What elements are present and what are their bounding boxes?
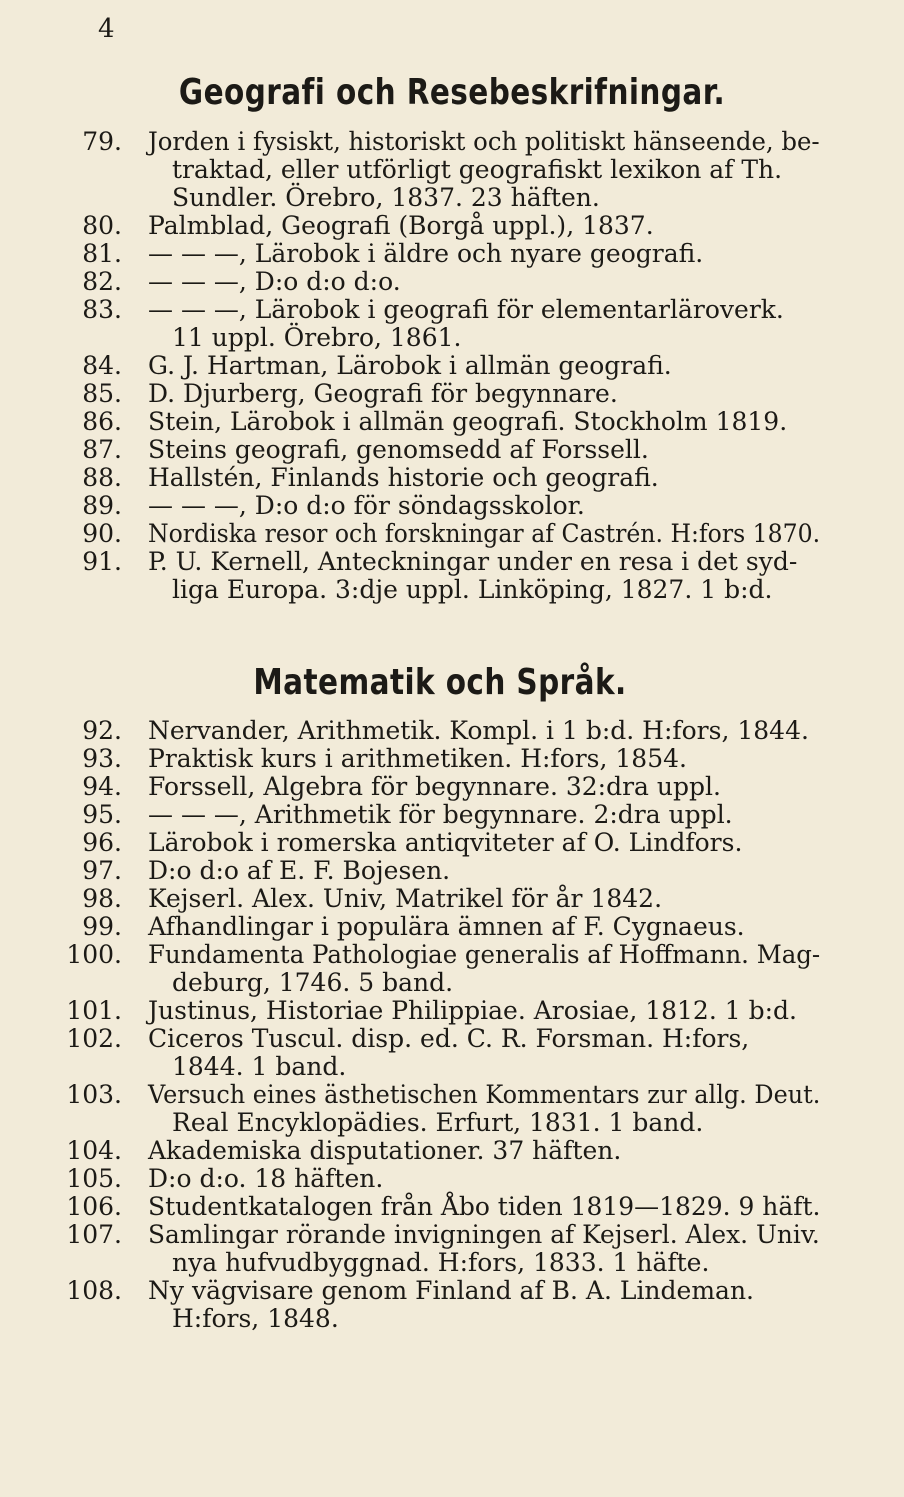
catalog-entry xyxy=(0,408,904,436)
entry-number: 99. xyxy=(82,912,122,941)
entry-number: 87. xyxy=(82,435,122,464)
entry-text: P. U. Kernell, Anteckningar under en resa i det syd- xyxy=(148,547,798,576)
catalog-entry xyxy=(0,436,904,464)
entry-number: 101. xyxy=(66,996,122,1025)
catalog-entry xyxy=(0,717,904,745)
entry-number: 106. xyxy=(66,1192,122,1221)
catalog-entry xyxy=(0,128,904,212)
entry-number: 100. xyxy=(66,940,122,969)
entry-text: Versuch eines ästhetischen Kommentars zur allg. Deut. xyxy=(148,1080,821,1109)
entry-number: 85. xyxy=(82,379,122,408)
catalog-entry xyxy=(0,801,904,829)
entry-number: 88. xyxy=(82,463,122,492)
catalog-entry xyxy=(0,773,904,801)
catalog-entry xyxy=(0,1165,904,1193)
entry-text: Jorden i fysiskt, historiskt och politiskt hänseende, be- xyxy=(148,127,820,156)
entry-text-continuation: deburg, 1746. 5 band. xyxy=(172,968,454,997)
entry-text: G. J. Hartman, Lärobok i allmän geografi. xyxy=(148,351,672,380)
entry-number: 80. xyxy=(82,211,122,240)
entry-number: 89. xyxy=(82,491,122,520)
entry-number: 92. xyxy=(82,716,122,745)
catalog-entry xyxy=(0,829,904,857)
catalog-entry xyxy=(0,885,904,913)
entry-text: — — —, D:o d:o d:o. xyxy=(148,267,401,296)
entry-text: D:o d:o. 18 häften. xyxy=(148,1164,384,1193)
entry-text-continuation: Sundler. Örebro, 1837. 23 häften. xyxy=(172,183,600,212)
catalog-entry xyxy=(0,212,904,240)
catalog-entry xyxy=(0,1137,904,1165)
entry-number: 84. xyxy=(82,351,122,380)
entry-text-continuation: 1844. 1 band. xyxy=(172,1052,347,1081)
entry-text: Forssell, Algebra för begynnare. 32:dra uppl. xyxy=(148,772,721,801)
entry-list-geografi xyxy=(0,128,904,604)
entry-number: 102. xyxy=(66,1024,122,1053)
catalog-entry xyxy=(0,240,904,268)
entry-text: Studentkatalogen från Åbo tiden 1819—1829. 9 häft. xyxy=(148,1192,821,1221)
entry-number: 86. xyxy=(82,407,122,436)
entry-text: D. Djurberg, Geografi för begynnare. xyxy=(148,379,618,408)
catalog-entry xyxy=(0,913,904,941)
entry-text: — — —, Lärobok i geografi för elementarläroverk. xyxy=(148,295,784,324)
entry-text: Fundamenta Pathologiae generalis af Hoffmann. Mag- xyxy=(148,940,821,969)
catalog-entry xyxy=(0,520,904,548)
entry-text-continuation: 11 uppl. Örebro, 1861. xyxy=(172,323,462,352)
catalog-entry xyxy=(0,268,904,296)
entry-text-continuation: liga Europa. 3:dje uppl. Linköping, 1827. 1 b:d. xyxy=(172,575,773,604)
entry-number: 105. xyxy=(66,1164,122,1193)
entry-text: Akademiska disputationer. 37 häften. xyxy=(148,1136,622,1165)
page-number: 4 xyxy=(98,14,115,44)
entry-number: 95. xyxy=(82,800,122,829)
entry-text: Samlingar rörande invigningen af Kejserl. Alex. Univ. xyxy=(148,1220,820,1249)
entry-number: 97. xyxy=(82,856,122,885)
catalog-entry xyxy=(0,1221,904,1277)
catalog-entry xyxy=(0,745,904,773)
entry-number: 93. xyxy=(82,744,122,773)
catalog-entry xyxy=(0,380,904,408)
catalog-entry xyxy=(0,857,904,885)
entry-text: Afhandlingar i populära ämnen af F. Cygnaeus. xyxy=(148,912,745,941)
entry-number: 103. xyxy=(66,1080,122,1109)
entry-number: 79. xyxy=(82,127,122,156)
entry-number: 83. xyxy=(82,295,122,324)
entry-text: — — —, Arithmetik för begynnare. 2:dra uppl. xyxy=(148,800,733,829)
catalog-entry xyxy=(0,941,904,997)
entry-text: — — —, D:o d:o för söndagsskolor. xyxy=(148,491,585,520)
entry-number: 108. xyxy=(66,1276,122,1305)
entry-text-continuation: nya hufvudbyggnad. H:fors, 1833. 1 häfte. xyxy=(172,1248,710,1277)
entry-number: 91. xyxy=(82,547,122,576)
entry-text: Justinus, Historiae Philippiae. Arosiae, 1812. 1 b:d. xyxy=(148,996,797,1025)
catalog-entry xyxy=(0,1193,904,1221)
entry-number: 90. xyxy=(82,519,122,548)
section-heading-matematik: Matematik och Språk. xyxy=(253,662,627,703)
catalog-entry xyxy=(0,997,904,1025)
catalog-entry xyxy=(0,352,904,380)
catalog-entry xyxy=(0,464,904,492)
catalog-entry xyxy=(0,492,904,520)
catalog-entry xyxy=(0,1081,904,1137)
entry-text: Nordiska resor och forskningar af Castrén. H:fors 1870. xyxy=(148,519,821,548)
entry-text: Ciceros Tuscul. disp. ed. C. R. Forsman. H:fors, xyxy=(148,1024,750,1053)
entry-text-continuation: H:fors, 1848. xyxy=(172,1304,339,1333)
entry-text-continuation: traktad, eller utförligt geografiskt lexikon af Th. xyxy=(172,155,783,184)
entry-list-matematik xyxy=(0,717,904,1333)
entry-text: Steins geografi, genomsedd af Forssell. xyxy=(148,435,649,464)
entry-text-continuation: Real Encyklopädies. Erfurt, 1831. 1 band. xyxy=(172,1108,704,1137)
entry-text: Palmblad, Geografi (Borgå uppl.), 1837. xyxy=(148,211,654,240)
catalog-entry xyxy=(0,296,904,352)
entry-number: 98. xyxy=(82,884,122,913)
catalog-entry xyxy=(0,1277,904,1333)
entry-number: 96. xyxy=(82,828,122,857)
entry-number: 81. xyxy=(82,239,122,268)
entry-text: Lärobok i romerska antiqviteter af O. Lindfors. xyxy=(148,828,743,857)
section-heading-geografi: Geografi och Resebeskrifningar. xyxy=(178,72,726,113)
entry-number: 104. xyxy=(66,1136,122,1165)
entry-text: D:o d:o af E. F. Bojesen. xyxy=(148,856,451,885)
entry-number: 94. xyxy=(82,772,122,801)
entry-number: 107. xyxy=(66,1220,122,1249)
entry-text: Ny vägvisare genom Finland af B. A. Lindeman. xyxy=(148,1276,754,1305)
catalog-entry xyxy=(0,1025,904,1081)
entry-number: 82. xyxy=(82,267,122,296)
entry-text: Nervander, Arithmetik. Kompl. i 1 b:d. H:fors, 1844. xyxy=(148,716,809,745)
entry-text: Kejserl. Alex. Univ, Matrikel för år 1842. xyxy=(148,884,663,913)
entry-text: — — —, Lärobok i äldre och nyare geografi. xyxy=(148,239,704,268)
entry-text: Hallstén, Finlands historie och geografi. xyxy=(148,463,659,492)
catalog-entry xyxy=(0,548,904,604)
entry-text: Stein, Lärobok i allmän geografi. Stockholm 1819. xyxy=(148,407,788,436)
entry-text: Praktisk kurs i arithmetiken. H:fors, 1854. xyxy=(148,744,687,773)
